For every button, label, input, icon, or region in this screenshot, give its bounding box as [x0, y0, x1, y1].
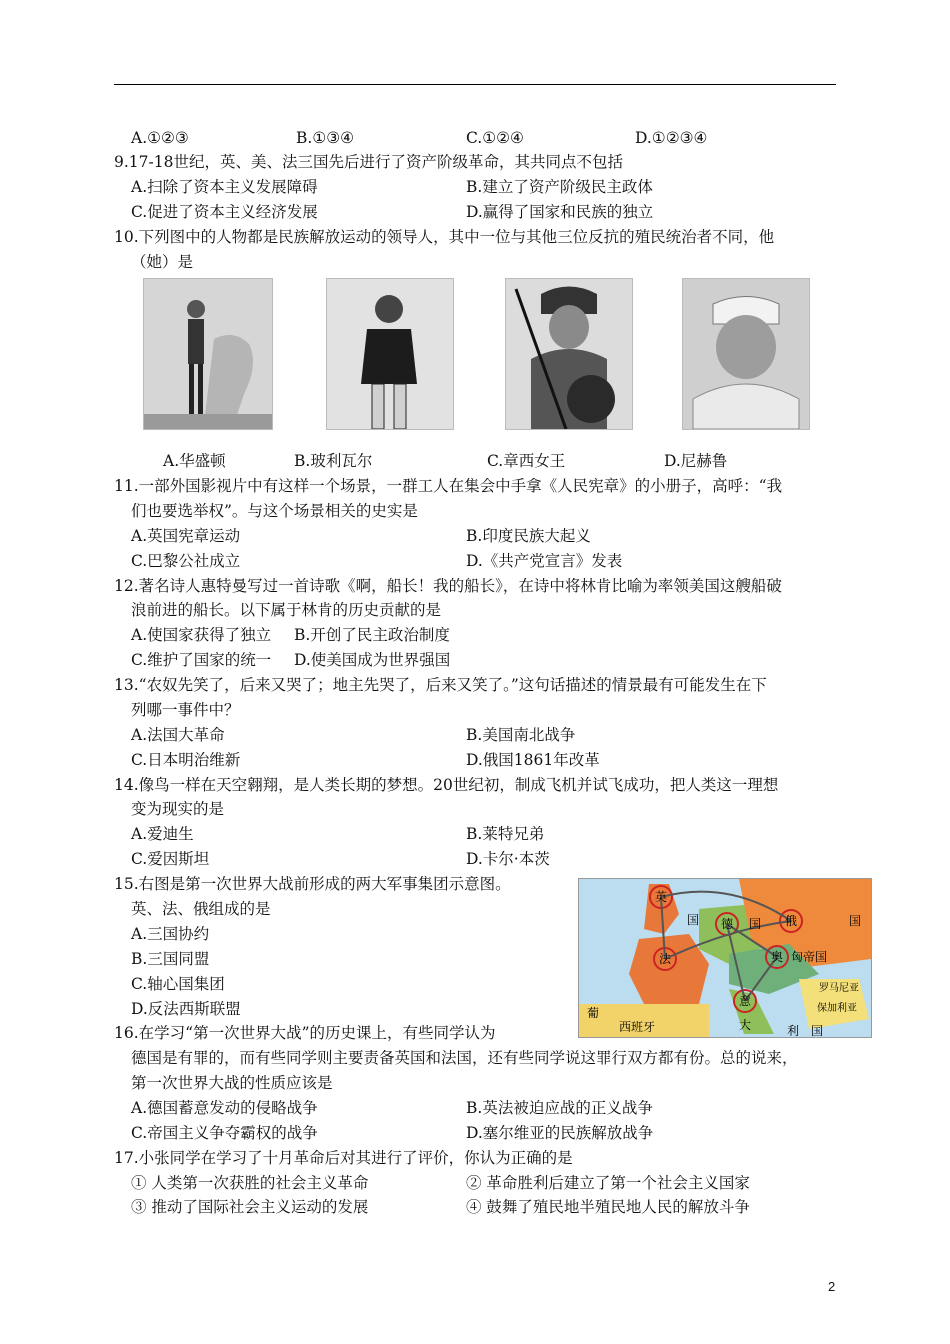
q9-stem: 9.17-18世纪，英、美、法三国先后进行了资产阶级革命，其共同点不包括: [114, 153, 623, 171]
q17-stem: 17.小张同学在学习了十月革命后对其进行了评价，你认为正确的是: [114, 1149, 573, 1167]
q12-stem-line2: 浪前进的船长。以下属于林肯的历史贡献的是: [131, 601, 442, 619]
q12-option-d[interactable]: D.使美国成为世界强国: [294, 651, 451, 669]
q14-stem-line1: 14.像鸟一样在天空翱翔，是人类长期的梦想。20世纪初，制成飞机并试飞成功，把人类这一理想: [114, 776, 779, 794]
q15-option-b[interactable]: B.三国同盟: [131, 950, 210, 968]
map-label-austria: 奥: [771, 950, 784, 964]
q9-option-a[interactable]: A.扫除了资本主义发展障碍: [131, 178, 318, 196]
map-label-italy: 意: [739, 994, 752, 1008]
q15-option-c[interactable]: C.轴心国集团: [131, 975, 225, 993]
map-label-hungary-empire: 匈帝国: [791, 950, 828, 964]
q16-option-d[interactable]: D.塞尔维亚的民族解放战争: [466, 1124, 654, 1142]
q10-option-d[interactable]: D.尼赫鲁: [664, 452, 728, 470]
q17-statement-4: ④ 鼓舞了殖民地半殖民地人民的解放斗争: [466, 1198, 750, 1216]
map-label-bulgaria: 保加利亚: [817, 1003, 857, 1014]
q14-option-a[interactable]: A.爱迪生: [131, 825, 194, 843]
q14-option-d[interactable]: D.卡尔·本茨: [466, 850, 550, 868]
q13-option-b[interactable]: B.美国南北战争: [466, 726, 576, 744]
map-label-france: 法: [659, 952, 672, 966]
q12-option-c[interactable]: C.维护了国家的统一: [131, 651, 272, 669]
q10-stem-line2: （她）是: [131, 253, 194, 271]
map-label-italy-da: 大: [739, 1018, 752, 1032]
q10-option-c[interactable]: C.章西女王: [487, 452, 566, 470]
header-rule: [114, 84, 836, 85]
q9-option-b[interactable]: B.建立了资产阶级民主政体: [466, 178, 653, 196]
q16-stem-line1: 16.在学习“第一次世界大战”的历史课上，有些同学认为: [114, 1024, 496, 1042]
map-label-spain: 西班牙: [619, 1020, 656, 1034]
q16-stem-line3: 第一次世界大战的性质应该是: [131, 1074, 333, 1092]
q13-option-d[interactable]: D.俄国1861年改革: [466, 751, 600, 769]
map-label-italy-li: 利: [787, 1024, 800, 1037]
map-label-britain-guo: 国: [687, 913, 700, 927]
q13-option-a[interactable]: A.法国大革命: [131, 726, 225, 744]
q16-stem-line2: 德国是有罪的，而有些同学则主要责备英国和法国，还有些同学说这罪行双方都有份。总的说来，: [131, 1049, 798, 1067]
q9-option-d[interactable]: D.赢得了国家和民族的独立: [466, 203, 654, 221]
q8-option-c[interactable]: C.①②④: [466, 129, 524, 147]
q13-option-c[interactable]: C.日本明治维新: [131, 751, 241, 769]
map-label-romania: 罗马尼亚: [819, 983, 859, 994]
portrait-rani-of-jhansi: [505, 278, 633, 430]
q8-option-a[interactable]: A.①②③: [131, 129, 189, 147]
map-label-italy-guo: 国: [811, 1024, 824, 1037]
q10-option-b[interactable]: B.玻利瓦尔: [294, 452, 373, 470]
q11-option-a[interactable]: A.英国宪章运动: [131, 527, 241, 545]
q12-option-a[interactable]: A.使国家获得了独立: [131, 626, 272, 644]
q16-option-a[interactable]: A.德国蓄意发动的侵略战争: [131, 1099, 318, 1117]
map-label-portugal: 葡: [587, 1006, 600, 1020]
map-label-russia-guo: 国: [849, 914, 862, 928]
q10-option-a[interactable]: A.华盛顿: [163, 452, 226, 470]
q13-stem-line2: 列哪一事件中？: [131, 701, 240, 719]
q12-option-b[interactable]: B.开创了民主政治制度: [294, 626, 450, 644]
q15-option-d[interactable]: D.反法西斯联盟: [131, 1000, 241, 1018]
map-label-russia: 俄: [785, 914, 798, 928]
q11-stem-line2: 们也要选举权”。与这个场景相关的史实是: [131, 502, 418, 520]
q17-statement-3: ③ 推动了国际社会主义运动的发展: [131, 1198, 369, 1216]
q9-option-c[interactable]: C.促进了资本主义经济发展: [131, 203, 318, 221]
q8-option-d[interactable]: D.①②③④: [635, 129, 708, 147]
portrait-nehru: [682, 278, 810, 430]
q12-stem-line1: 12.著名诗人惠特曼写过一首诗歌《啊，船长！我的船长》，在诗中将林肯比喻为率领美国这艘船破: [114, 577, 782, 595]
q16-option-c[interactable]: C.帝国主义争夺霸权的战争: [131, 1124, 318, 1142]
q11-option-b[interactable]: B.印度民族大起义: [466, 527, 591, 545]
q16-option-b[interactable]: B.英法被迫应战的正义战争: [466, 1099, 653, 1117]
q13-stem-line1: 13.“农奴先笑了，后来又哭了；地主先哭了，后来又笑了。”这句话描述的情景最有可能发生在下: [114, 676, 767, 694]
q15-stem-line2: 英、法、俄组成的是: [131, 900, 271, 918]
q14-option-c[interactable]: C.爱因斯坦: [131, 850, 210, 868]
q17-statement-2: ② 革命胜利后建立了第一个社会主义国家: [466, 1174, 750, 1192]
map-label-germany: 德: [721, 917, 734, 931]
q14-stem-line2: 变为现实的是: [131, 800, 225, 818]
q10-stem-line1: 10.下列图中的人物都是民族解放运动的领导人，其中一位与其他三位反抗的殖民统治者不同，他: [114, 228, 775, 246]
portrait-bolivar: [326, 278, 454, 430]
q14-option-b[interactable]: B.莱特兄弟: [466, 825, 545, 843]
portrait-washington: [143, 278, 273, 430]
ww1-alliances-map: [578, 878, 872, 1038]
map-label-britain: 英: [655, 890, 668, 904]
q15-option-a[interactable]: A.三国协约: [131, 925, 210, 943]
q11-stem-line1: 11.一部外国影视片中有这样一个场景，一群工人在集会中手拿《人民宪章》的小册子，高呼：“我: [114, 477, 783, 495]
q11-option-c[interactable]: C.巴黎公社成立: [131, 552, 241, 570]
q11-option-d[interactable]: D.《共产党宣言》发表: [466, 552, 623, 570]
map-label-germany-guo: 国: [749, 917, 762, 931]
q15-stem-line1: 15.右图是第一次世界大战前形成的两大军事集团示意图。: [114, 875, 511, 893]
q17-statement-1: ① 人类第一次获胜的社会主义革命: [131, 1174, 369, 1192]
q8-option-b[interactable]: B.①③④: [296, 129, 355, 147]
page-number: 2: [828, 1279, 836, 1294]
